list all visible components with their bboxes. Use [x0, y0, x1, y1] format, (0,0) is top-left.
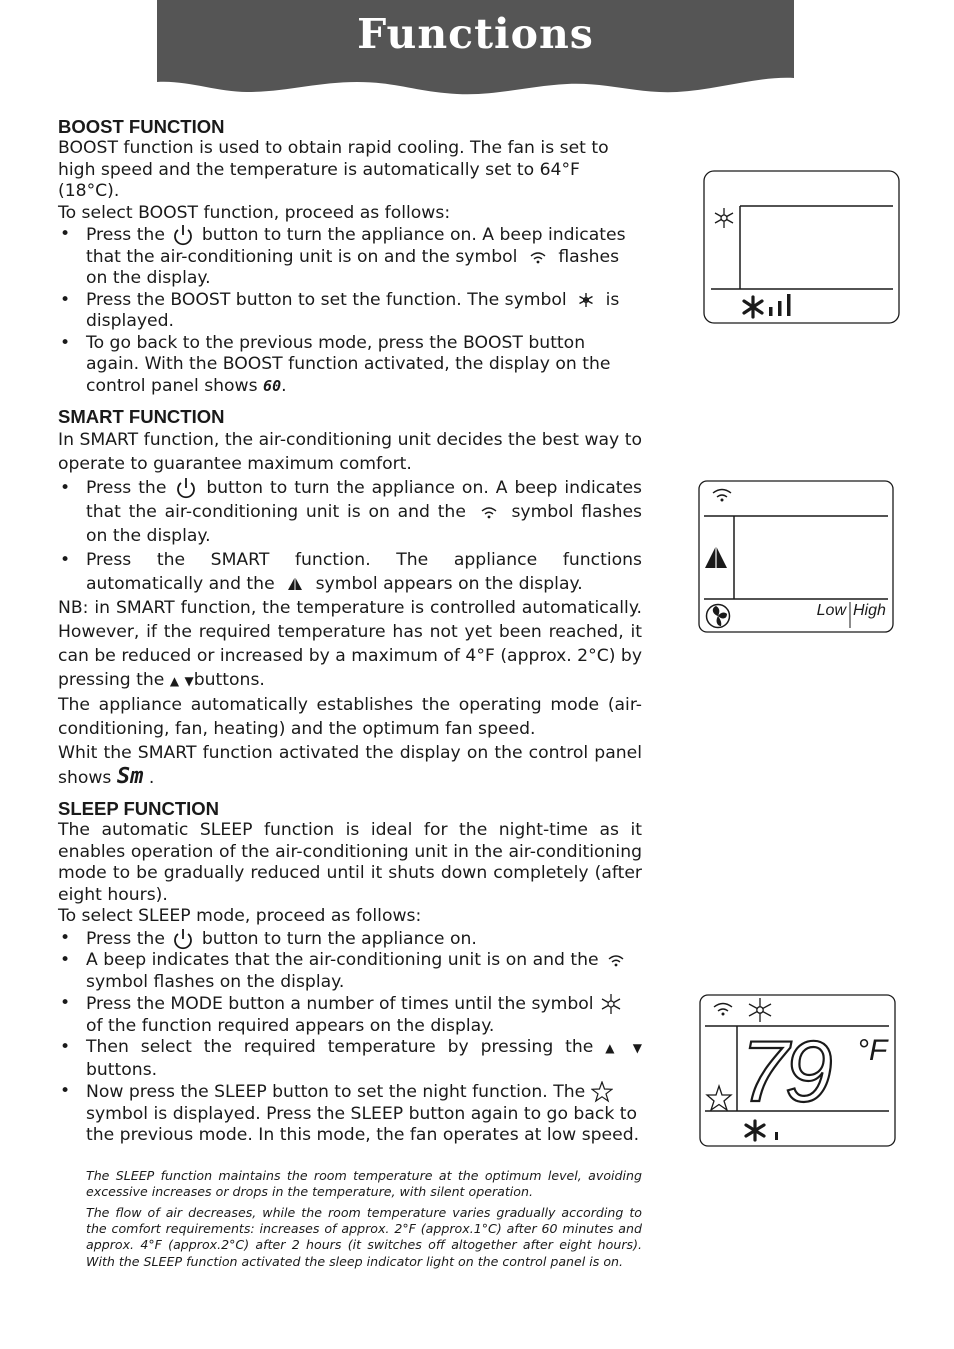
list-item: • Press the button to turn the appliance on. [58, 928, 642, 951]
down-arrow-icon: ▼ [184, 674, 194, 688]
sleep-note-2: The flow of air decreases, while the room temperature varies gradually according to the comfort requirements: increases of approx. 2°F (approx.1°C) after 60 minutes and approx. 4°F (approx.2°C) after 2 hours (it switches off altogether after eight hours). With the SLEEP function activated the sleep indicator light on the control panel is on. [86, 1205, 642, 1269]
boost-heading: BOOST FUNCTION [58, 116, 225, 137]
power-icon [170, 928, 196, 950]
temperature-readout: 79 [741, 1024, 829, 1120]
smart-nb: NB: in SMART function, the temperature is controlled automatically. However, if the required temperature has not yet been reached, it can be reduced or increased by a maximum of 4°F (approx. 2°C) by pressing the ▲ ▼buttons. [58, 598, 642, 690]
list-item: • Now press the SLEEP button to set the night function. The symbol is displayed. Press the SLEEP button again to go back to the previous mode. In this mode, the fan operates at low speed. [58, 1081, 642, 1147]
fan-low-label: Low [816, 602, 846, 619]
boost-steps [58, 224, 642, 397]
list-item: • To go back to the previous mode, press the BOOST button again. With the BOOST function activated, the display on the control panel shows 60. [58, 333, 642, 398]
fan-icon [707, 605, 730, 628]
sleep-heading: SLEEP FUNCTION [58, 798, 220, 819]
cool-mode-icon [749, 998, 771, 1022]
power-icon [173, 477, 199, 499]
boost-display-code: 60 [263, 376, 282, 395]
sleep-star-icon [591, 1081, 613, 1103]
boost-display-panel [703, 170, 900, 325]
snowflake-icon [715, 208, 733, 228]
fan-speed-icon [746, 1121, 778, 1140]
list-item: • A beep indicates that the air-conditioning unit is on and the symbol flashes on the display. [58, 950, 642, 993]
smart-section [58, 406, 642, 790]
smart-intro: In SMART function, the air-conditioning unit decides the best way to operate to guarantee maximum comfort. [58, 430, 642, 474]
fan-speed-icon [744, 294, 791, 317]
list-item: • Press the BOOST button to set the function. The symbol is displayed. [58, 290, 642, 333]
wifi-mode-icon [714, 1004, 732, 1016]
smart-auto: The appliance automatically establishes the operating mode (air-conditioning, fan, heating) and the optimum fan speed. [58, 695, 642, 739]
boost-intro: BOOST function is used to obtain rapid cooling. The fan is set to high speed and the temperature is automatically set to 64°F (18°C). [58, 138, 609, 201]
cool-mode-icon [599, 993, 623, 1015]
sleep-steps [58, 928, 642, 1147]
wifi-mode-icon [713, 490, 731, 502]
sleep-display-panel [699, 994, 896, 1148]
list-item: • Press the SMART function. The appliance functions automatically and the symbol appears on the display. [58, 548, 642, 596]
up-arrow-icon: ▲ [605, 1041, 621, 1055]
smart-heading: SMART FUNCTION [58, 406, 225, 427]
wifi-mode-icon [604, 951, 628, 969]
smart-triangle-icon [705, 546, 727, 568]
smart-display-panel [698, 480, 894, 634]
sleep-select: To select SLEEP mode, proceed as follows: [58, 906, 422, 926]
up-arrow-icon: ▲ [169, 674, 180, 688]
wifi-mode-icon [523, 248, 553, 266]
smart-triangle-icon [280, 575, 310, 593]
list-item: • Press the button to turn the appliance on. A beep indicates that the air-conditioning unit is on and the symbol flashes on the display. [58, 476, 642, 548]
down-arrow-icon: ▼ [632, 1041, 642, 1055]
smart-steps [58, 476, 642, 596]
list-item: • Press the button to turn the appliance on. A beep indicates that the air-conditioning unit is on and the symbol flashes on the display. [58, 224, 642, 290]
power-icon [170, 224, 196, 246]
temperature-unit: °F [857, 1034, 888, 1067]
wifi-mode-icon [474, 503, 504, 521]
list-item: • Press the MODE button a number of times until the symbol of the function required appears on the display. [58, 993, 642, 1037]
smart-display-code: Sm [116, 764, 144, 789]
sleep-star-icon [707, 1086, 731, 1110]
list-item: • Then select the required temperature by pressing the ▲ ▼ buttons. [58, 1037, 642, 1081]
sleep-section [58, 798, 642, 1147]
smart-shows: Whit the SMART function activated the display on the control panel shows Sm . [58, 743, 642, 789]
sleep-note-1: The SLEEP function maintains the room temperature at the optimum level, avoiding excessive increases or drops in the temperature, with silent operation. [86, 1168, 642, 1200]
sleep-intro: The automatic SLEEP function is ideal for the night-time as it enables operation of the air-conditioning unit in the air-conditioning mode to be gradually reduced until it shuts down completely (after eight hours). [58, 820, 642, 905]
page-title: Functions [357, 10, 594, 58]
boost-select: To select BOOST function, proceed as follows: [58, 202, 451, 223]
snowflake-icon [572, 291, 600, 309]
fan-high-label: High [853, 602, 886, 619]
boost-section [58, 116, 642, 397]
